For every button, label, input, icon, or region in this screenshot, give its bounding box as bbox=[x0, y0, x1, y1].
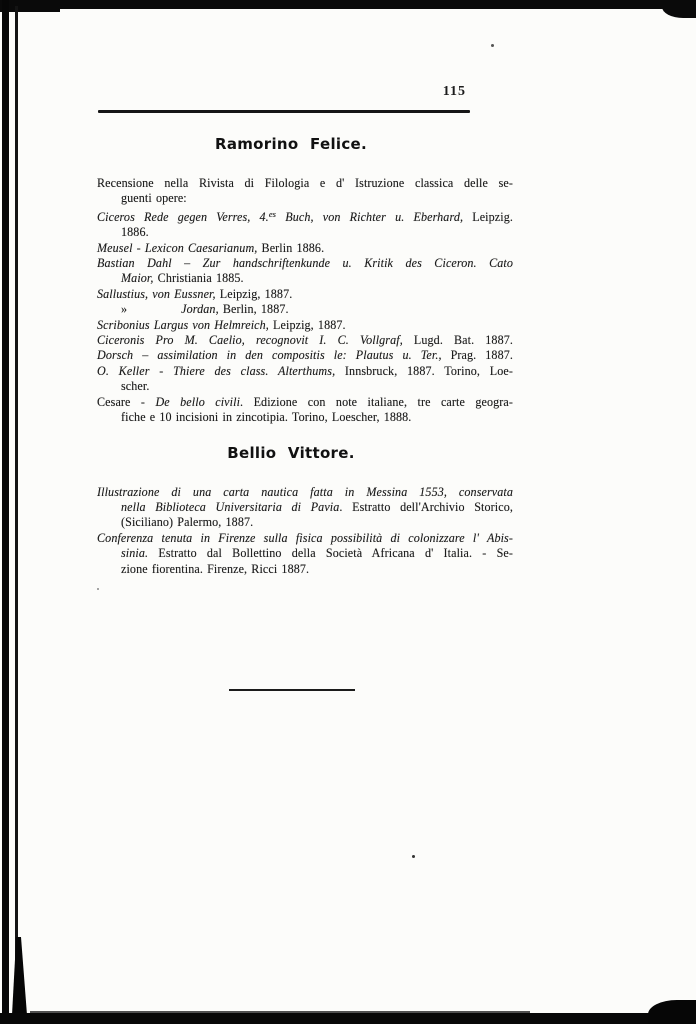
text-segment: Maior, bbox=[121, 271, 154, 286]
scan-border-top bbox=[0, 0, 696, 9]
text-segment: Meusel - Lexicon Caesarianum, bbox=[97, 240, 258, 255]
scan-border-bottom bbox=[0, 1013, 696, 1024]
text-segment: Ciceronis Pro M. Caelio, recognovit I. C. Vollgraf, bbox=[97, 333, 403, 348]
text-segment: nella Biblioteca Universitaria di Pavia bbox=[121, 499, 340, 514]
text-segment: . Edizione con note italiane, tre carte geogra- bbox=[240, 394, 513, 409]
bib-line bbox=[97, 333, 513, 348]
scan-corner-smudge-bottom-right bbox=[648, 1000, 696, 1024]
bib-line bbox=[97, 379, 513, 394]
text-segment: . Estratto dell'Archivio Storico, bbox=[339, 499, 513, 514]
text-segment: Recensione nella Rivista di Filologia e d' Istruzione classica delle se- bbox=[97, 176, 513, 190]
bib-line bbox=[97, 271, 513, 286]
bib-line bbox=[97, 485, 513, 500]
bib-line bbox=[97, 562, 513, 577]
bib-line bbox=[97, 410, 513, 425]
text-segment: Innsbruck, 1887. Torino, Loe- bbox=[335, 363, 513, 378]
bib-line bbox=[97, 225, 513, 240]
bib-line bbox=[97, 241, 513, 256]
page-gutter-line bbox=[15, 6, 18, 1014]
text-segment: Lugd. Bat. 1887. bbox=[402, 333, 513, 348]
text-segment: Scribonius Largus von Helmreich, bbox=[97, 317, 269, 332]
bib-line bbox=[97, 364, 513, 379]
text-segment: Cesare - bbox=[97, 394, 156, 409]
bib-line bbox=[97, 287, 513, 302]
page-number: 115 bbox=[442, 84, 466, 99]
text-segment: Buch, von Richter u. Eberhard, bbox=[276, 209, 464, 224]
text-segment: Christiania 1885. bbox=[153, 271, 244, 286]
text-segment: Leipzig, 1887. bbox=[215, 286, 293, 301]
text-segment: Leipzig. bbox=[463, 209, 513, 224]
bib-line bbox=[97, 546, 513, 561]
text-segment: Conferenza tenuta in Firenze sulla fisica possibilità di colonizzare l' Abis- bbox=[97, 530, 513, 545]
section-heading: Ramorino Felice. bbox=[214, 135, 367, 153]
bib-line bbox=[97, 515, 513, 530]
text-segment: Berlin 1886. bbox=[257, 240, 325, 255]
bibliography-list bbox=[97, 176, 513, 426]
text-segment: Berlin, 1887. bbox=[218, 302, 289, 317]
bib-line bbox=[97, 531, 513, 546]
bib-line bbox=[97, 207, 513, 225]
bibliography-list bbox=[97, 485, 513, 577]
section-heading: Bellio Vittore. bbox=[227, 443, 355, 462]
text-segment: » bbox=[121, 302, 128, 317]
scan-corner-smudge-top-right bbox=[662, 0, 696, 18]
ink-speck bbox=[97, 588, 99, 590]
text-segment: Leipzig, 1887. bbox=[268, 317, 346, 332]
bib-line bbox=[97, 256, 513, 271]
ink-speck bbox=[412, 855, 415, 858]
text-segment: Jordan, bbox=[181, 302, 219, 317]
bib-line bbox=[97, 191, 513, 206]
section-divider bbox=[229, 689, 355, 691]
text-segment: es bbox=[268, 208, 277, 219]
text-segment: guenti opere: bbox=[121, 191, 187, 206]
text-segment: 1886. bbox=[121, 225, 149, 240]
text-segment: scher. bbox=[121, 379, 150, 394]
text-segment: Prag. 1887. bbox=[441, 348, 513, 363]
scan-border-left bbox=[2, 0, 9, 1024]
bib-line bbox=[97, 302, 513, 317]
text-segment: Estratto dal Bollettino della Società Africana d' Italia. - Se- bbox=[148, 546, 513, 561]
text-segment: (Siciliano) Palermo, 1887. bbox=[121, 515, 254, 530]
text-segment: fiche e 10 incisioni in zincotipia. Torino, Loescher, 1888. bbox=[121, 410, 412, 425]
text-segment: Bastian Dahl – Zur handschriftenkunde u. Kritik des Ciceron. Cato bbox=[97, 256, 513, 271]
bib-line bbox=[97, 318, 513, 333]
text-segment: Dorsch – assimilation in den compositis le: Plautus u. Ter., bbox=[97, 348, 442, 363]
text-segment: sinia. bbox=[121, 546, 149, 561]
text-segment: O. Keller - Thiere des class. Alterthums, bbox=[97, 363, 336, 378]
header-rule bbox=[98, 110, 470, 113]
text-segment: Sallustius, von Eussner, bbox=[97, 286, 216, 301]
ink-speck bbox=[491, 44, 494, 47]
text-segment: De bello civili bbox=[155, 394, 241, 409]
text-segment: Illustrazione di una carta nautica fatta in Messina 1553, conservata bbox=[97, 484, 513, 499]
bib-line bbox=[97, 395, 513, 410]
text-segment: zione fiorentina. Firenze, Ricci 1887. bbox=[121, 561, 310, 576]
bib-line bbox=[97, 500, 513, 515]
text-segment: Ciceros Rede gegen Verres, 4. bbox=[97, 209, 269, 224]
bib-line bbox=[97, 348, 513, 363]
bib-line bbox=[97, 176, 513, 191]
page-content bbox=[97, 136, 513, 577]
